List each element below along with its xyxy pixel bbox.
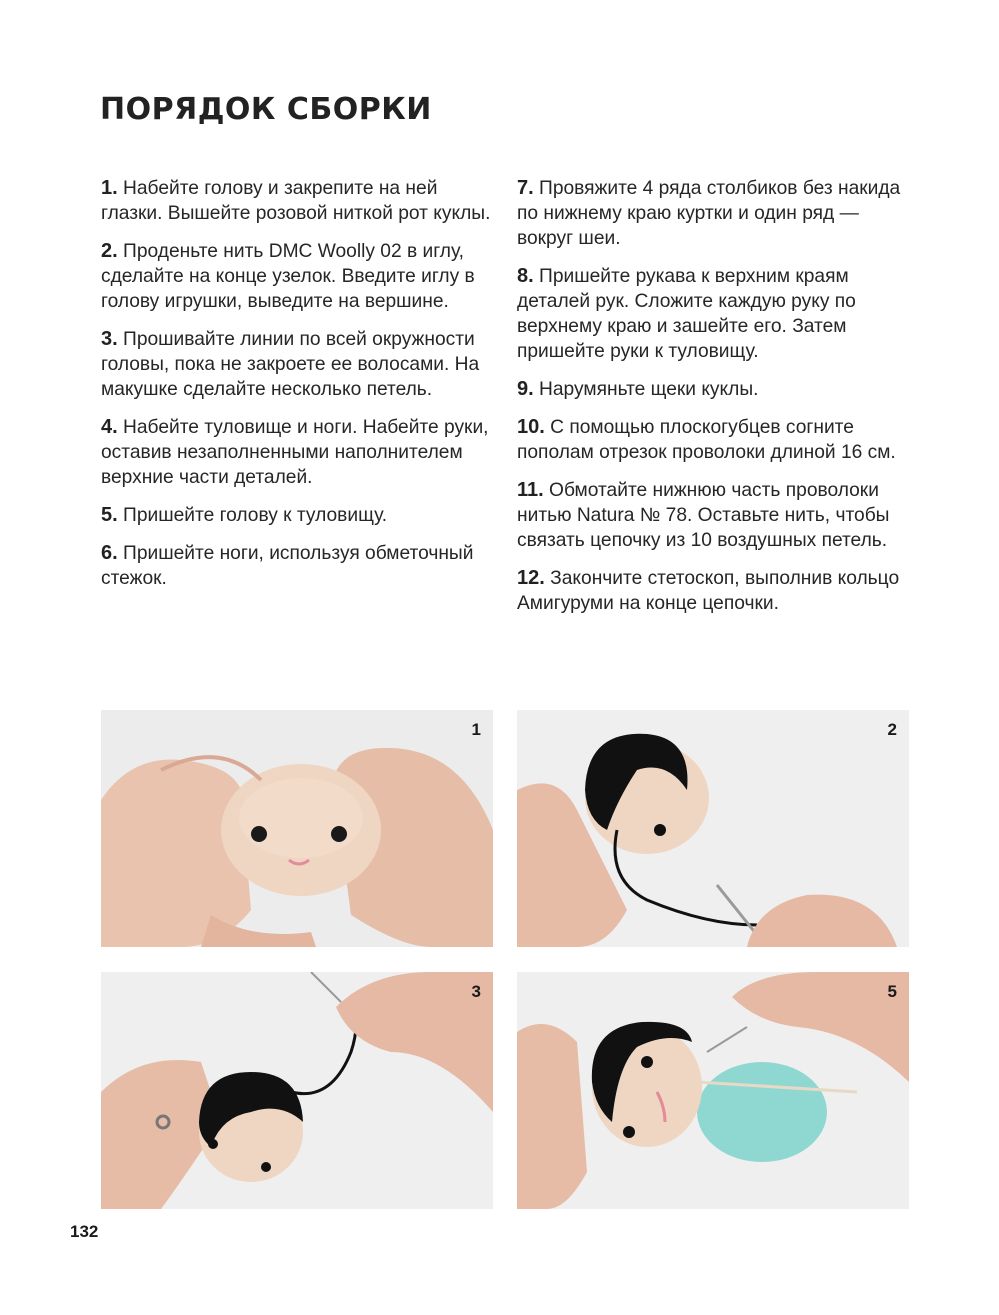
photo-step-5: [517, 972, 909, 1209]
photo-step-2-illustration: [517, 710, 909, 947]
step-12: [517, 566, 917, 616]
step-number: 2.: [101, 240, 118, 262]
photo-number: 3: [471, 982, 481, 1001]
page-number: 132: [70, 1222, 99, 1241]
step-number: 5.: [101, 504, 118, 526]
photo-number: 2: [887, 720, 897, 739]
step-text: Пришейте ноги, используя обметочный стежок.: [101, 543, 474, 589]
step-number: 6.: [101, 542, 118, 564]
photo-number: 5: [887, 982, 897, 1001]
steps-column-right: [517, 176, 917, 629]
step-number: 11.: [517, 479, 544, 501]
step-number: 3.: [101, 328, 118, 350]
step-7: [517, 176, 917, 251]
photo-step-3-illustration: [101, 972, 493, 1209]
step-3: [101, 327, 501, 402]
step-text: Прошивайте линии по всей окружности головы, пока не закроете ее волосами. На макушке сделайте несколько петель.: [101, 329, 480, 400]
step-number: 7.: [517, 177, 534, 199]
step-text: Нарумяньте щеки куклы.: [539, 379, 759, 400]
photo-step-2: [517, 710, 909, 947]
step-11: [517, 478, 917, 553]
step-text: Пришейте голову к туловищу.: [123, 505, 388, 526]
step-text: Провяжите 4 ряда столбиков без накида по нижнему краю куртки и один ряд — вокруг шеи.: [517, 178, 901, 249]
photo-number: 1: [471, 720, 481, 739]
step-number: 4.: [101, 416, 118, 438]
step-number: 12.: [517, 567, 545, 589]
step-text: С помощью плоскогубцев согните пополам отрезок проволоки длиной 16 см.: [517, 417, 896, 463]
step-9: [517, 377, 917, 402]
photo-step-1: [101, 710, 493, 947]
steps-column-left: [101, 176, 501, 604]
step-6: [101, 541, 501, 591]
photo-step-5-illustration: [517, 972, 909, 1209]
step-number: 9.: [517, 378, 534, 400]
photo-step-3: [101, 972, 493, 1209]
photo-step-1-illustration: [101, 710, 493, 947]
step-number: 8.: [517, 265, 534, 287]
step-10: [517, 415, 917, 465]
step-text: Набейте туловище и ноги. Набейте руки, оставив незаполненными наполнителем верхние части деталей.: [101, 417, 489, 488]
step-text: Закончите стетоскоп, выполнив кольцо Амигуруми на конце цепочки.: [517, 568, 900, 614]
step-number: 10.: [517, 416, 545, 438]
step-number: 1.: [101, 177, 118, 199]
page-title: ПОРЯДОК СБОРКИ: [100, 92, 432, 127]
step-text: Пришейте рукава к верхним краям деталей рук. Сложите каждую руку по верхнему краю и зашейте его. Затем пришейте руки к туловищу.: [517, 266, 856, 362]
step-5: [101, 503, 501, 528]
step-text: Набейте голову и закрепите на ней глазки. Вышейте розовой ниткой рот куклы.: [101, 178, 491, 224]
step-2: [101, 239, 501, 314]
step-4: [101, 415, 501, 490]
step-1: [101, 176, 501, 226]
step-text: Проденьте нить DMC Woolly 02 в иглу, сделайте на конце узелок. Введите иглу в голову игрушки, выведите на вершине.: [101, 241, 475, 312]
step-8: [517, 264, 917, 364]
step-text: Обмотайте нижнюю часть проволоки нитью Natura № 78. Оставьте нить, чтобы связать цепочку из 10 воздушных петель.: [517, 480, 890, 551]
